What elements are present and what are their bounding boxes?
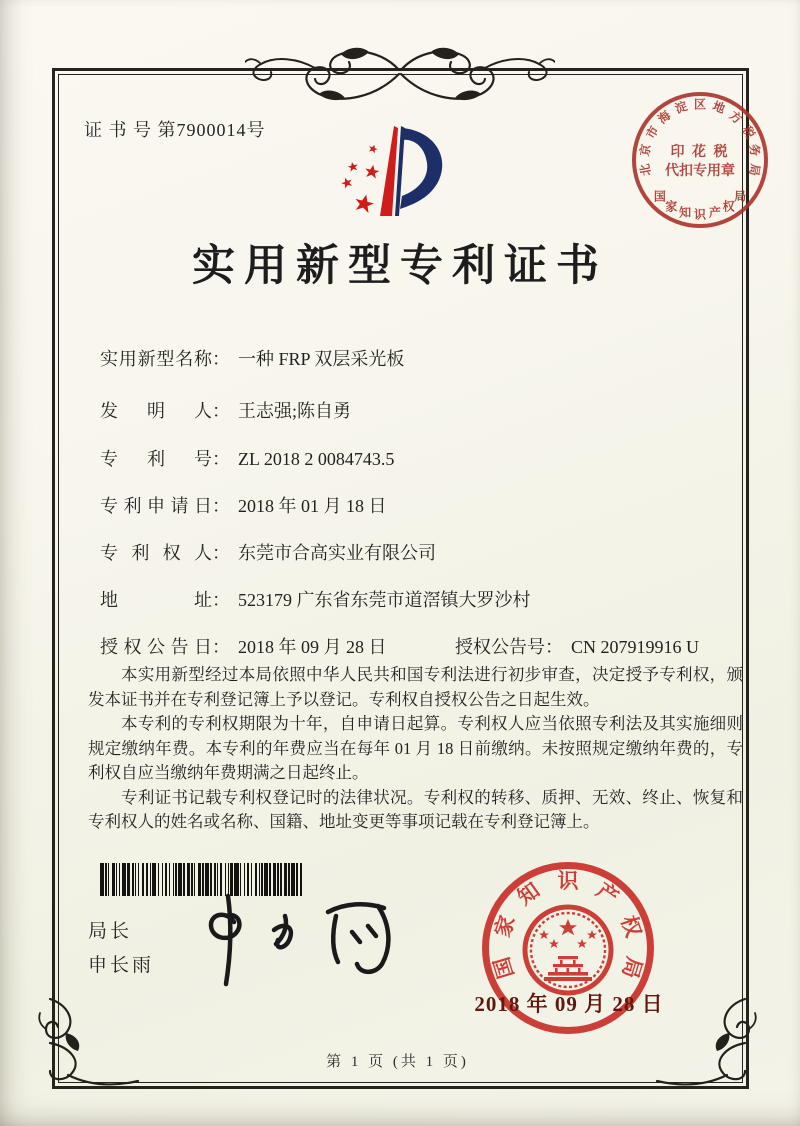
field-label: 发明人: [100, 401, 212, 421]
official-seal-arc-text: 国 家 知 识 产 权 局: [489, 869, 647, 982]
field-colon: ：: [212, 349, 230, 369]
commissioner-signature: [200, 888, 410, 993]
tax-stamp-arc-bottom: 国 家 知 识 产 权 局: [653, 189, 747, 222]
body-paragraph: 本专利的专利权期限为十年，自申请日起算。专利权人应当依照专利法及其实施细则规定缴纳年费。本专利的年费应当在每年 01 月 18 日前缴纳。未按照规定缴纳年费的，专利权自应当缴纳年费期满之日起终止。: [88, 714, 743, 782]
logo-p-bowl-icon: [400, 128, 442, 209]
grant-publication-row: [455, 633, 699, 659]
field-colon: ：: [212, 401, 230, 421]
field-colon: ：: [545, 637, 563, 657]
tax-stamp-line2: 代扣专用章: [665, 164, 735, 179]
certificate-title: 实用新型专利证书: [192, 243, 608, 290]
commissioner-name: 申长雨: [88, 955, 155, 976]
tax-stamp-line1: 印 花 税: [670, 145, 730, 160]
page-footer: 第 1 页 (共 1 页): [326, 1054, 469, 1070]
field-row: [100, 492, 387, 518]
bottom-left-corner-ornament: [38, 995, 143, 1095]
field-row: [100, 586, 531, 612]
field-value: 2018 年 09 月 28 日: [238, 637, 387, 657]
tax-stamp: [625, 85, 775, 235]
legal-text: [88, 663, 743, 835]
field-label: 专利号: [100, 449, 212, 469]
field-colon: ：: [212, 449, 230, 469]
body-paragraph: 本实用新型经过本局依照中华人民共和国专利法进行初步审查，决定授予专利权，颁发本证书并在专利登记簿上予以登记。专利权自授权公告之日起生效。: [88, 665, 743, 709]
field-colon: ：: [212, 637, 230, 657]
field-colon: ：: [212, 590, 230, 610]
logo-red-wedge: [380, 126, 398, 216]
field-value: ZL 2018 2 0084743.5: [238, 449, 395, 469]
field-value: 一种 FRP 双层采光板: [238, 349, 405, 369]
field-row: [100, 539, 436, 565]
field-colon: ：: [212, 496, 230, 516]
body-paragraph: 专利证书记载专利权登记时的法律状况。专利权的转移、质押、无效、终止、恢复和专利权人的姓名或名称、国籍、地址变更等事项记载在专利登记簿上。: [88, 787, 743, 831]
seal-date: 2018 年 09 月 28 日: [474, 992, 664, 1016]
field-label: 专利申请日: [100, 496, 212, 516]
field-colon: ：: [212, 543, 230, 563]
sipo-logo: [330, 118, 480, 230]
commissioner-title: 局长: [88, 921, 133, 942]
field-label: 授权公告日: [100, 637, 212, 657]
field-value: 王志强;陈自勇: [238, 401, 352, 421]
certificate-number: 证 书 号 第7900014号: [84, 120, 266, 140]
logo-stars-icon: [340, 143, 380, 213]
field-label: 地址: [100, 590, 212, 610]
field-value: 东莞市合高实业有限公司: [238, 543, 436, 563]
field-label: 专利权人: [100, 543, 212, 563]
field-value: CN 207919916 U: [571, 637, 700, 657]
field-value: 2018 年 01 月 18 日: [238, 496, 387, 516]
top-border-ornament: [245, 40, 555, 122]
field-label: 授权公告号: [455, 637, 545, 657]
tax-stamp-arc-top: 北 京 市 海 淀 区 地 方 税 务 局: [637, 97, 763, 177]
field-row: [100, 345, 404, 371]
field-label: 实用新型名称: [100, 349, 212, 369]
field-row: [100, 445, 394, 471]
field-row: [100, 397, 351, 423]
national-emblem-icon: [520, 902, 616, 998]
field-row: [100, 633, 387, 659]
field-value: 523179 广东省东莞市道滘镇大罗沙村: [238, 590, 531, 610]
